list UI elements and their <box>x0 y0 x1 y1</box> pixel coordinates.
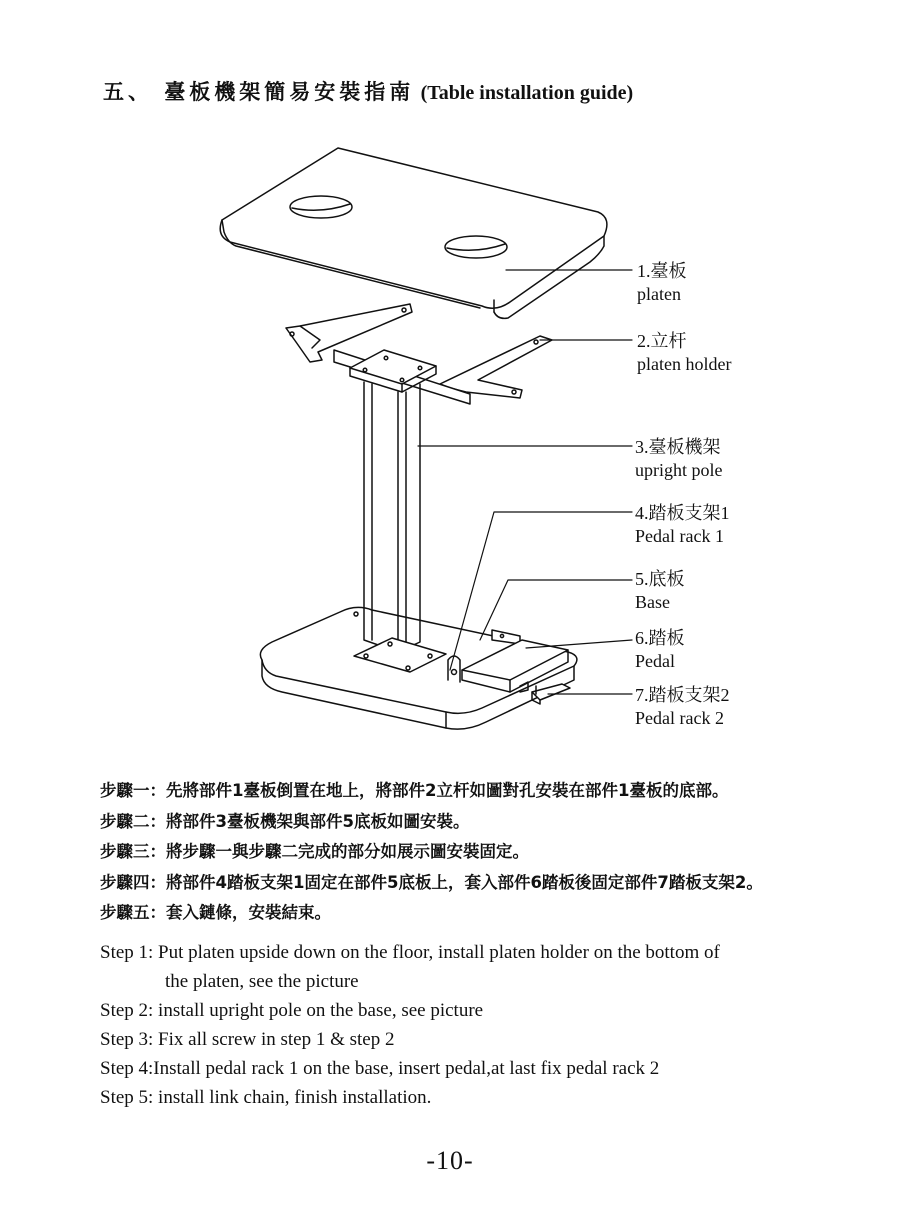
step-en-5: Step 5: install link chain, finish installation. <box>100 1087 432 1108</box>
leader-lines <box>418 270 632 694</box>
part-4-zh: 4.踏板支架1 <box>635 503 730 523</box>
part-7-zh: 7.踏板支架2 <box>635 685 730 705</box>
part-label-4 <box>635 502 730 548</box>
step-en-2: Step 2: install upright pole on the base, see picture <box>100 1000 484 1021</box>
part-7-en: Pedal rack 2 <box>635 708 724 728</box>
step-zh-4: 步驟四：將部件4踏板支架1固定在部件5底板上，套入部件6踏板後固定部件7踏板支架2。 <box>100 872 763 892</box>
part-1-zh: 1.臺板 <box>637 261 687 281</box>
part-5-zh: 5.底板 <box>635 569 685 589</box>
upright-pole-drawing <box>350 350 446 672</box>
title-english: (Table installation guide) <box>420 82 634 104</box>
part-5-en: Base <box>635 592 670 612</box>
platen-drawing <box>220 148 607 318</box>
steps-english <box>100 938 720 1112</box>
step-en-1-line-1: Step 1: Put platen upside down on the floor, install platen holder on the bottom of <box>100 942 720 963</box>
step-en-4: Step 4:Install pedal rack 1 on the base, insert pedal,at last fix pedal rack 2 <box>100 1058 660 1079</box>
step-zh-3: 步驟三：將步驟一與步驟二完成的部分如展示圖安裝固定。 <box>100 842 529 861</box>
pedal-drawing <box>462 640 568 692</box>
part-3-zh: 3.臺板機架 <box>635 437 721 457</box>
step-zh-5: 步驟五：套入鏈條，安裝結束。 <box>100 903 331 922</box>
part-label-2 <box>637 330 731 376</box>
step-zh-2: 步驟二：將部件3臺板機架與部件5底板如圖安裝。 <box>100 811 470 831</box>
title-chinese: 五、 臺板機架簡易安裝指南 <box>103 79 415 104</box>
part-2-en: platen holder <box>637 354 732 374</box>
part-4-en: Pedal rack 1 <box>635 526 724 546</box>
part-6-en: Pedal <box>635 651 675 671</box>
steps-chinese <box>100 776 763 929</box>
step-en-1-line-2: the platen, see the picture <box>165 971 359 992</box>
part-label-7 <box>635 684 730 730</box>
part-label-6 <box>635 627 685 673</box>
page-number: -10- <box>426 1146 474 1175</box>
part-2-zh: 2.立杆 <box>637 331 687 351</box>
part-label-1 <box>637 260 687 306</box>
part-3-en: upright pole <box>635 460 723 480</box>
step-en-3: Step 3: Fix all screw in step 1 & step 2 <box>100 1029 395 1050</box>
part-1-en: platen <box>637 284 681 304</box>
step-zh-1: 步驟一：先將部件1臺板倒置在地上，將部件2立杆如圖對孔安裝在部件1臺板的底部。 <box>100 781 729 800</box>
leader-base <box>480 580 632 640</box>
part-label-5 <box>635 568 685 614</box>
platen-holder-drawing <box>286 304 552 404</box>
part-6-zh: 6.踏板 <box>635 628 685 648</box>
part-label-3 <box>635 436 723 482</box>
